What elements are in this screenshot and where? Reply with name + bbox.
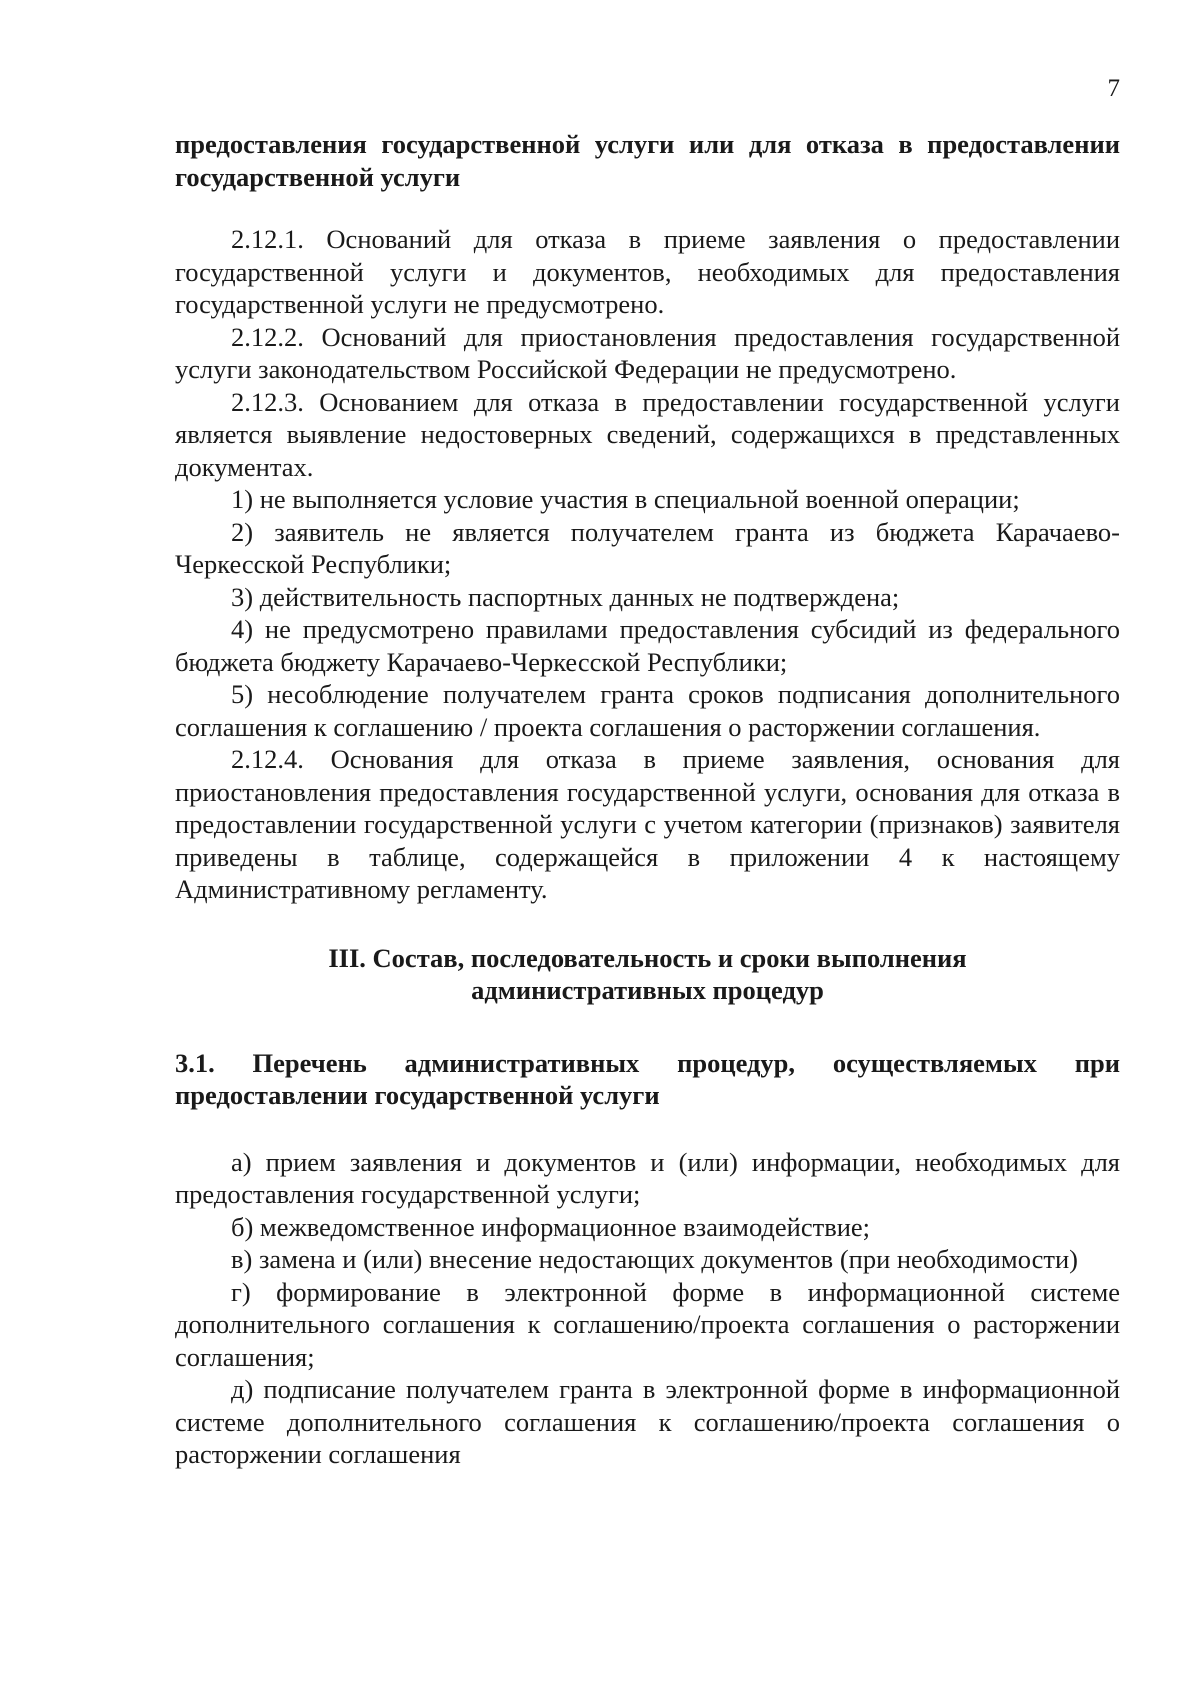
refusal-reason-3: 3) действительность паспортных данных не подтверждена; [231,581,900,612]
procedure-item-a: а) прием заявления и документов и (или) информации, необходимых для предоставления государственной услуги; [175,1146,1120,1209]
paragraph-2-12-3: 2.12.3. Основанием для отказа в предоставлении государственной услуги является выявление недостоверных сведений, содержащихся в представленных документах. [175,386,1120,482]
section-2-12-heading-tail: предоставления государственной услуги или для отказа в предоставлении государственной услуги [175,129,1120,192]
refusal-reason-4: 4) не предусмотрено правилами предоставления субсидий из федерального бюджета бюджету Карачаево-Черкесской Республики; [175,614,1120,677]
paragraph-2-12-1: 2.12.1. Оснований для отказа в приеме заявления о предоставлении государственной услуги и документов, необходимых для предоставления государственной услуги не предусмотрено. [175,224,1120,319]
section-3-heading-line2: административных процедур [471,975,824,1005]
paragraph-2-12-2: 2.12.2. Оснований для приостановления предоставления государственной услуги законодательством Российской Федерации не предусмотрено. [175,321,1120,384]
refusal-reason-5: 5) несоблюдение получателем гранта сроков подписания дополнительного соглашения к соглашению / проекта соглашения о расторжении соглашения. [175,679,1120,742]
paragraph-2-12-4: 2.12.4. Основания для отказа в приеме заявления, основания для приостановления предоставления государственной услуги, основания для отказа в предоставлении государственной услуги с учетом категории (признаков) заявителя приведены в таблице, содержащейся в приложении 4 к настоящему Административному регламенту. [175,744,1120,904]
page-number: 7 [1107,75,1120,102]
section-3-heading [175,942,1120,1007]
procedure-item-b: б) межведомственное информационное взаимодействие; [231,1211,871,1242]
page-content [175,128,1120,1471]
procedure-item-d: д) подписание получателем гранта в электронной форме в информационной системе дополнительного соглашения к соглашению/проекта соглашения о расторжении соглашения [175,1374,1120,1469]
section-2-12-body [175,223,1120,906]
refusal-reason-1: 1) не выполняется условие участия в специальной военной операции; [231,484,1020,514]
subsection-3-1-heading: 3.1. Перечень административных процедур, осуществляемых при предоставлении государственной услуги [175,1047,1120,1110]
refusal-reason-2: 2) заявитель не является получателем гранта из бюджета Карачаево-Черкесской Республики; [175,516,1120,579]
procedure-item-v: в) замена и (или) внесение недостающих документов (при необходимости) [231,1244,1078,1274]
procedure-item-g: г) формирование в электронной форме в информационной системе дополнительного соглашения к соглашению/проекта соглашения о расторжении соглашения; [175,1276,1120,1372]
section-3-heading-line1: III. Состав, последовательность и сроки выполнения [328,942,967,973]
procedures-list [175,1146,1120,1471]
